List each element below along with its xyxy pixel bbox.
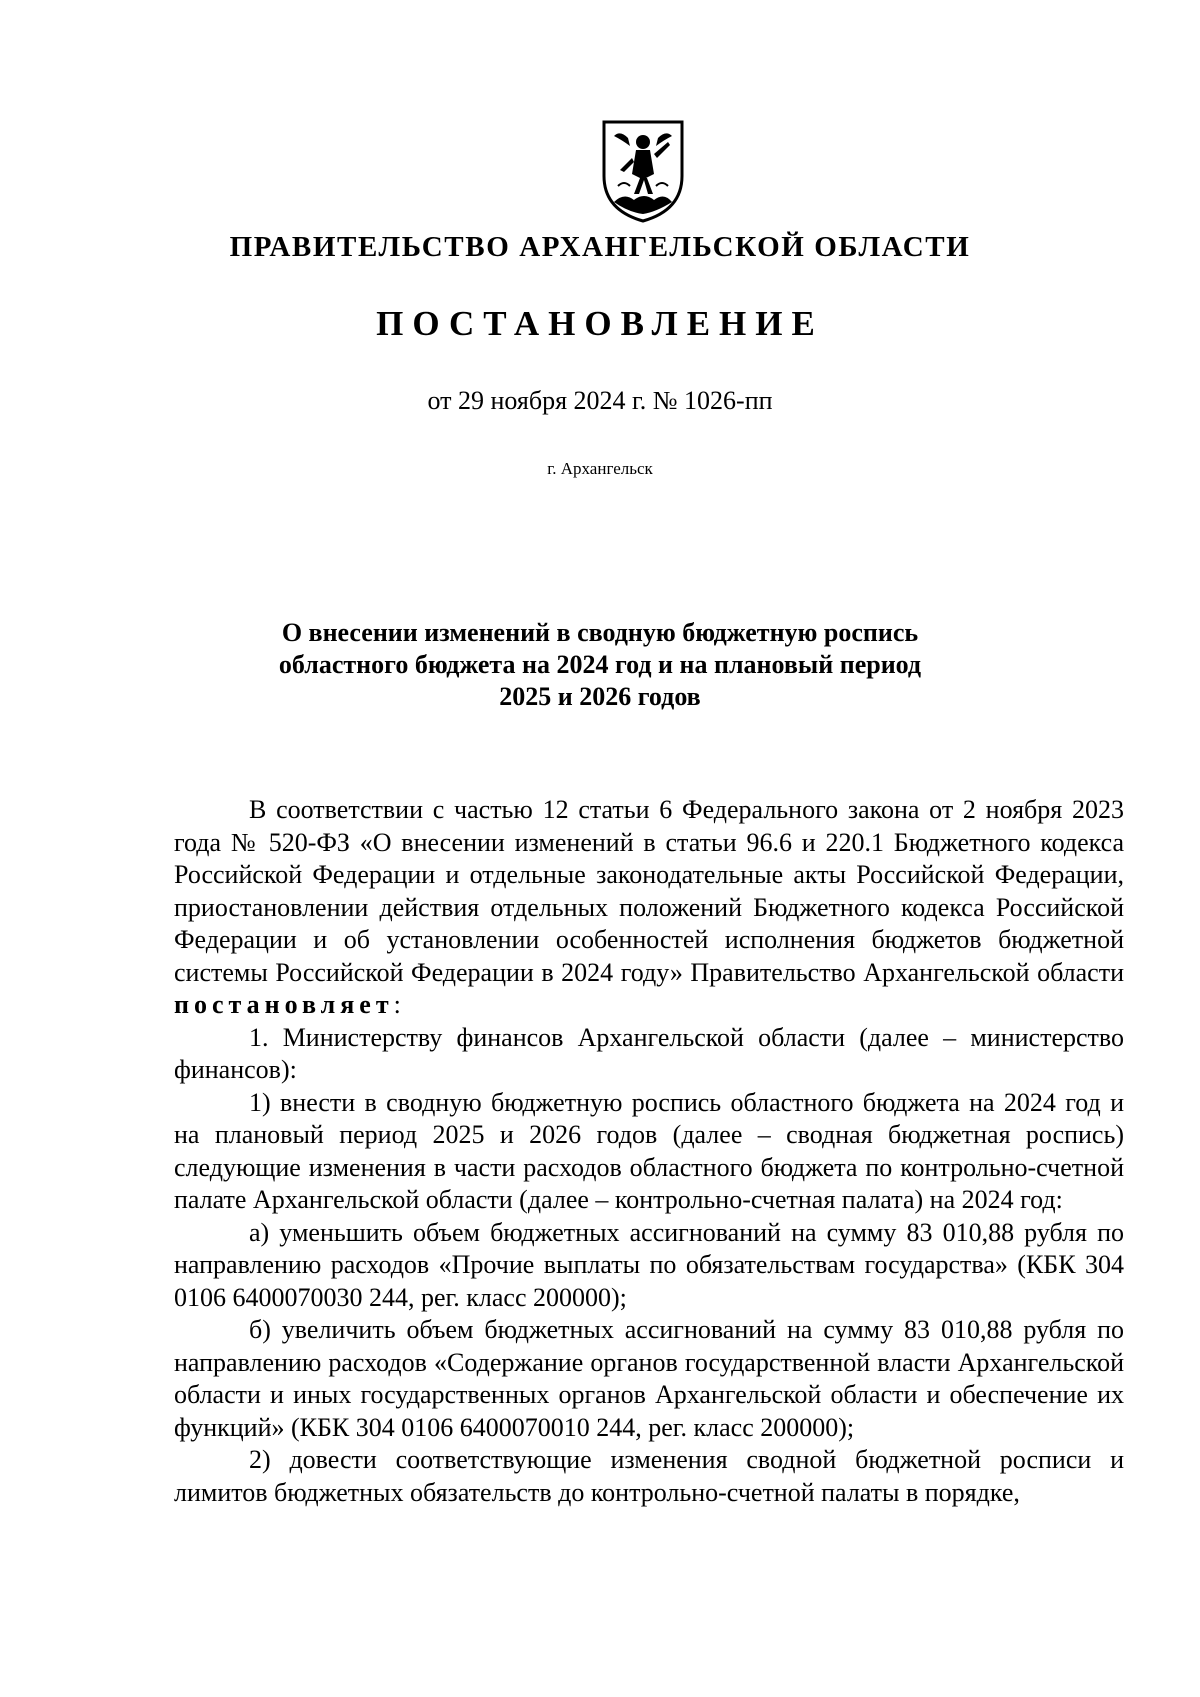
preamble-text: В соответствии с частью 12 статьи 6 Федерального закона от 2 ноября 2023 года № 520-ФЗ «О внесении изменений в статьи 96.6 и 220.1 Бюджетного кодекса Российской Федерации и отдельные законодательные акты Российской Федерации, приостановлении действия отдельных положений Бюджетного кодекса Российской Федерации и об установлении особенностей исполнения бюджетов бюджетной системы Российской Федерации в 2024 году» Правительство Архангельской области	[174, 795, 1124, 987]
paragraph-1-2: 2) довести соответствующие изменения сводной бюджетной росписи и лимитов бюджетных обязательств до контрольно-счетной палаты в порядке,	[174, 1445, 1124, 1507]
government-title: ПРАВИТЕЛЬСТВО АРХАНГЕЛЬСКОЙ ОБЛАСТИ	[229, 231, 971, 263]
preamble-paragraph	[174, 794, 1124, 1022]
document-date-number: от 29 ноября 2024 г. № 1026-пп	[427, 386, 773, 415]
coat-of-arms-emblem	[600, 118, 686, 224]
subject-line-2: областного бюджета на 2024 год и на плановый период	[278, 650, 922, 679]
subject-line-3: 2025 и 2026 годов	[499, 682, 701, 711]
paragraph-1-1-b: б) увеличить объем бюджетных ассигнований на сумму 83 010,88 рубля по направлению расходов «Содержание органов государственной власти Архангельской области и иных государственных органов Архангельской области и обеспечение их функций» (КБК 304 0106 6400070010 244, рег. класс 200000);	[174, 1315, 1124, 1442]
document-subject	[260, 617, 940, 713]
paragraph-1-1-a: а) уменьшить объем бюджетных ассигнований на сумму 83 010,88 рубля по направлению расходов «Прочие выплаты по обязательствам государства» (КБК 304 0106 6400070030 244, рег. класс 200000);	[174, 1217, 1124, 1312]
subject-line-1: О внесении изменений в сводную бюджетную роспись	[281, 618, 919, 647]
resolves-word: постановляет	[174, 990, 394, 1019]
document-body	[174, 794, 1124, 1509]
document-type: ПОСТАНОВЛЕНИЕ	[376, 304, 824, 343]
paragraph-1: 1. Министерству финансов Архангельской области (далее – министерство финансов):	[174, 1022, 1124, 1084]
document-city: г. Архангельск	[547, 459, 653, 478]
preamble-colon: :	[393, 990, 401, 1019]
paragraph-1-1: 1) внести в сводную бюджетную роспись областного бюджета на 2024 год и на плановый период 2025 и 2026 годов (далее – сводная бюджетная роспись) следующие изменения в части расходов областного бюджета по контрольно-счетной палате Архангельской области (далее – контрольно-счетная палата) на 2024 год:	[174, 1087, 1124, 1214]
